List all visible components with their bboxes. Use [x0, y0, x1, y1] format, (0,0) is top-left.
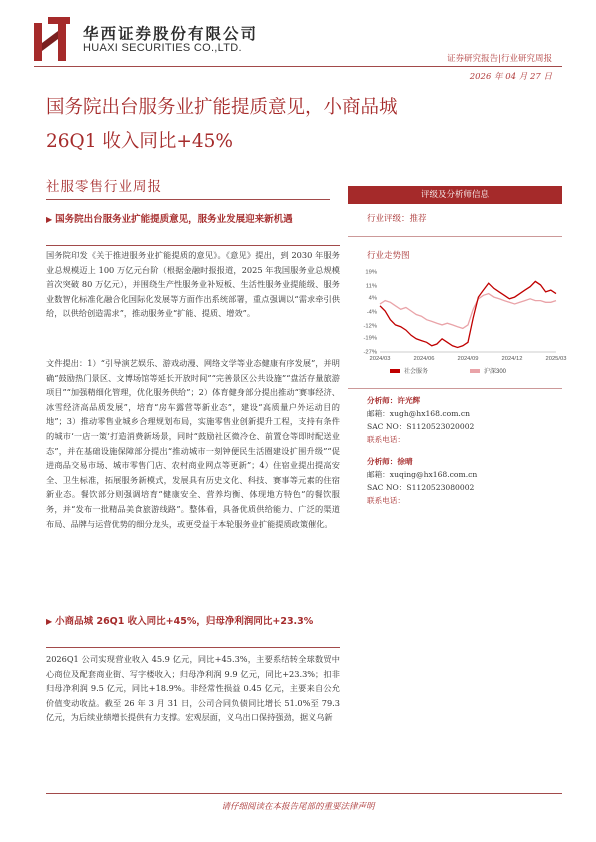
company-name-cn: 华西证券股份有限公司	[83, 24, 259, 43]
trend-chart-label: 行业走势图	[367, 251, 410, 261]
legend-label: 沪深300	[484, 369, 507, 375]
company-name-en: HUAXI SECURITIES CO.,LTD.	[83, 42, 242, 54]
analyst-sac: SAC NO：S1120523080002	[367, 483, 475, 492]
section-divider	[46, 245, 340, 246]
industry-trend-chart	[350, 263, 567, 383]
y-tick-label: -19%	[363, 335, 377, 342]
section-heading-text: 小商品城 26Q1 收入同比+45%，归母净利润同比+23.3%	[55, 616, 314, 627]
x-tick-label: 2024/09	[457, 356, 479, 362]
analyst-name: 分析师：徐晴	[367, 457, 413, 466]
analyst-card-2	[367, 455, 557, 507]
x-tick-label: 2025/03	[545, 356, 567, 362]
legend-swatch	[470, 369, 480, 373]
analyst-email[interactable]: 邮箱：xuqing@hx168.com.cn	[367, 470, 478, 479]
report-subtitle: 社服零售行业周报	[46, 179, 162, 195]
report-title-line1: 国务院出台服务业扩能提质意见，小商品城	[46, 97, 398, 118]
analyst-sac: SAC NO：S1120523020002	[367, 422, 475, 431]
analyst-email[interactable]: 邮箱：xugh@hx168.com.cn	[367, 409, 470, 418]
y-tick-label: -27%	[363, 349, 377, 356]
industry-rating: 行业评级：推荐	[367, 214, 427, 224]
y-tick-label: 19%	[365, 269, 377, 276]
x-tick-label: 2024/06	[413, 356, 435, 362]
legend-label: 社会服务	[404, 369, 429, 375]
legal-disclaimer-note: 请仔细阅读在本报告尾部的重要法律声明	[221, 802, 375, 812]
analyst-contact: 联系电话：	[367, 496, 405, 505]
header-divider	[34, 66, 562, 67]
report-date: 2026 年 04 月 27 日	[469, 72, 552, 82]
section-1-paragraph-1: 国务院印发《关于推进服务业扩能提质的意见》。《意见》提出，到 2030 年服务业总规模迈上 100 万亿元台阶（根据金融时报报道，2025 年我国服务业总规模首次突破 80 万亿元），并围绕生产性服务业补短板、生活性服务业提能级、服务业数智化标准化融合化国际化发展等方面作出系统部署，重点强调以“需求牵引供给，以供给创造需求”，推动服务业“扩能、提质、增效”。	[46, 250, 340, 319]
report-type: 证券研究报告|行业研究周报	[447, 54, 552, 64]
huaxi-logo-icon	[34, 17, 74, 61]
y-tick-label: -12%	[363, 323, 377, 330]
section-heading-text: 国务院出台服务业扩能提质意见，服务业发展迎来新机遇	[55, 214, 293, 225]
section-2-paragraph-1: 2026Q1 公司实现营业收入 45.9 亿元，同比+45.3%，主要系结转全球数贸中心商位及配套商业街、写字楼收入；归母净利润 9.9 亿元，同比+23.3%；扣非归母净利润 9.5 亿元，同比+18.9%。非经常性损益 0.45 亿元，主要来自公允价值变动收益。截至 26 年 3 月 31 日，公司合同负债同比增长 51.0%至 79.3 亿元，为后续业绩增长提供有力支撑。宏观层面，义乌出口保持强劲，据义乌新	[46, 654, 340, 723]
analyst-contact: 联系电话：	[367, 435, 405, 444]
subtitle-divider	[46, 199, 330, 200]
analyst-name: 分析师：许光辉	[367, 396, 421, 405]
section-1-paragraph-2: 文件提出：1）“引导演艺娱乐、游戏动漫、网络文学等业态健康有序发展”，并明确“鼓励热门景区、文博场馆等延长开放时间”“完善景区公共设施”“盘活存量旅游项目”“加强精细化管理，优化服务供给”；2）体育健身部分提出推动“赛事经济、冰雪经济高品质发展”，培育“房车露营等新业态”，建设“高质量户外运动目的地”；3）推动零售业城乡合理规划布局，实施零售业创新提升工程，支持有条件的城市‘一店一策’打造消费新场景，同时“鼓励社区微冷仓、前置仓等即时配送业态”，并在基础设施保障部分提出“推动城市一刻钟便民生活圈建设扩围升级”“促进商品交易市场、城市零售门店、农村商业网点等更新”；4）住宿业提出提高安全、卫生标准，拓展服务新模式，发展具有历史文化、科技、赛事等元素的住宿新业态。餐饮部分则强调培育“健康安全、营养均衡、体现地方特色”的餐饮服务，并“发布一批精品美食旅游线路”。整体看，具备优质供给能力、广泛的渠道布局、品牌与运营优势的细分龙头，或更受益于本轮服务业扩能提质政策催化。	[46, 358, 340, 529]
y-tick-label: 11%	[365, 283, 377, 290]
series-line-沪深300	[380, 294, 556, 329]
footer-divider	[46, 793, 562, 794]
section-divider	[46, 647, 340, 648]
analyst-card-1	[367, 394, 557, 446]
triangle-bullet-icon: ▶	[46, 617, 53, 626]
chart-divider	[348, 388, 562, 389]
y-tick-label: 4%	[368, 295, 377, 302]
section-heading-2	[46, 614, 340, 629]
legend-swatch	[390, 369, 400, 373]
triangle-bullet-icon: ▶	[46, 215, 53, 224]
report-title-line2: 26Q1 收入同比+45%	[46, 131, 233, 152]
y-tick-label: -4%	[366, 309, 377, 316]
rating-divider	[348, 236, 562, 237]
series-line-社会服务	[380, 281, 556, 347]
x-tick-label: 2024/12	[501, 356, 523, 362]
x-tick-label: 2024/03	[369, 356, 391, 362]
section-heading-1	[46, 212, 340, 227]
rating-box-title: 评级及分析师信息	[348, 186, 562, 204]
